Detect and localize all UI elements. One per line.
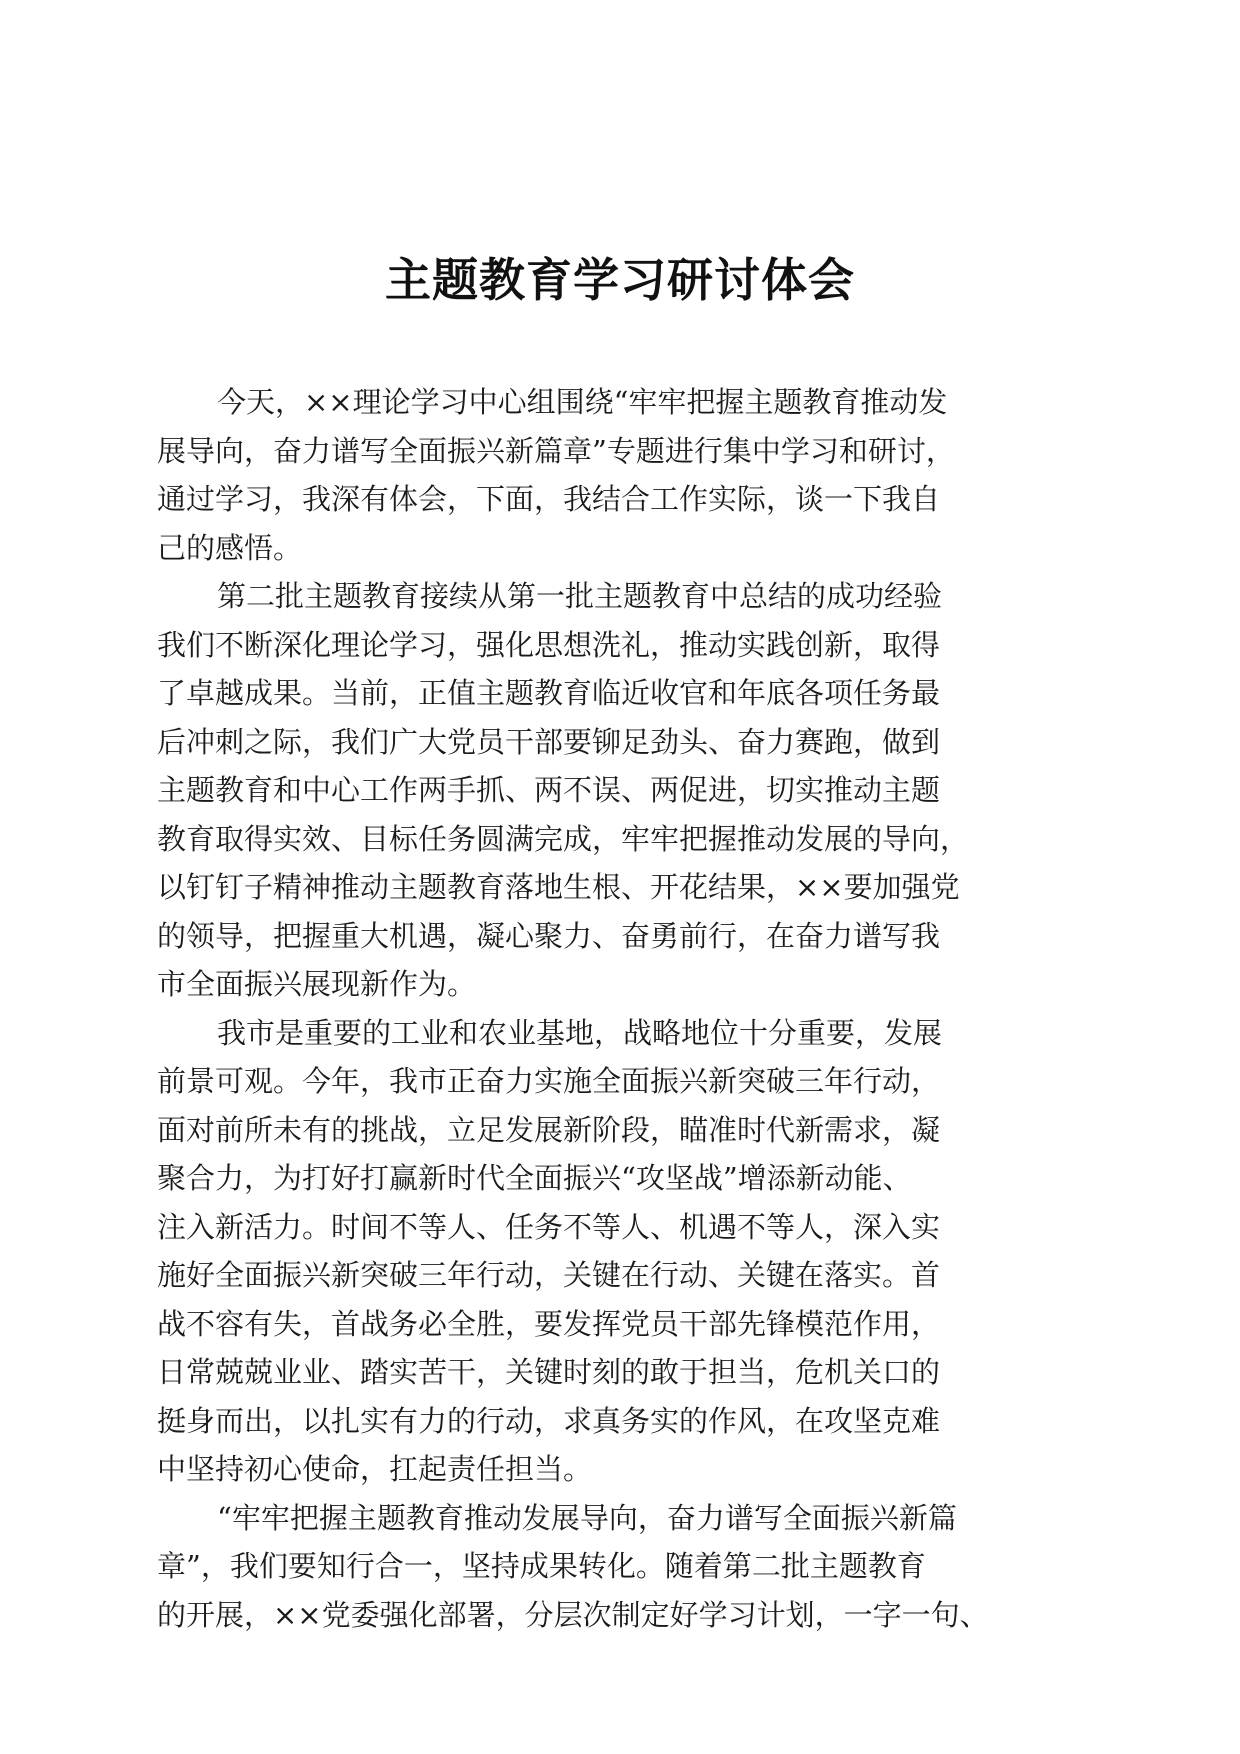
text-line: 的开展，××党委强化部署，分层次制定好学习计划，一字一句、 bbox=[157, 1597, 989, 1632]
text-line: 后冲刺之际，我们广大党员干部要铆足劲头、奋力赛跑，做到 bbox=[157, 724, 941, 759]
text-line: 的领导，把握重大机遇，凝心聚力、奋勇前行，在奋力谱写我 bbox=[157, 918, 941, 953]
text-line: 聚合力，为打好打赢新时代全面振兴“攻坚战”增添新动能、 bbox=[157, 1161, 912, 1195]
text-line: 挺身而出，以扎实有力的行动，求真务实的作风，在攻坚克难 bbox=[157, 1403, 941, 1438]
text-line: 注入新活力。时间不等人、任务不等人、机遇不等人，深入实 bbox=[157, 1209, 941, 1244]
text-line: 今天，××理论学习中心组围绕“牢牢把握主题教育推动发 bbox=[217, 385, 948, 419]
text-line: 我市是重要的工业和农业基地，战略地位十分重要，发展 bbox=[217, 1015, 943, 1050]
text-line: 战不容有失，首战务必全胜，要发挥党员干部先锋模范作用， bbox=[157, 1306, 941, 1341]
text-line: 我们不断深化理论学习，强化思想洗礼，推动实践创新，取得 bbox=[157, 627, 941, 662]
text-line: 施好全面振兴新突破三年行动，关键在行动、关键在落实。首 bbox=[157, 1258, 941, 1292]
text-line: 中坚持初心使命，扛起责任担当。 bbox=[157, 1452, 593, 1486]
text-line: 面对前所未有的挑战，立足发展新阶段，瞄准时代新需求，凝 bbox=[157, 1112, 941, 1147]
text-line: 通过学习，我深有体会，下面，我结合工作实际，谈一下我自 bbox=[157, 482, 941, 516]
text-line: 以钉钉子精神推动主题教育落地生根、开花结果，××要加强党 bbox=[157, 870, 960, 904]
document-body bbox=[157, 378, 1085, 1639]
text-line: 日常兢兢业业、踏实苦干，关键时刻的敢于担当，危机关口的 bbox=[157, 1355, 941, 1389]
text-line: “牢牢把握主题教育推动发展导向，奋力谱写全面振兴新篇 bbox=[217, 1500, 957, 1535]
text-line: 展导向，奋力谱写全面振兴新篇章”专题进行集中学习和研讨， bbox=[157, 433, 955, 468]
text-line: 教育取得实效、目标任务圆满完成，牢牢把握推动发展的导向， bbox=[157, 821, 970, 856]
text-line: 第二批主题教育接续从第一批主题教育中总结的成功经验 bbox=[217, 579, 943, 613]
text-line: 己的感悟。 bbox=[157, 530, 303, 565]
text-line: 章”，我们要知行合一，坚持成果转化。随着第二批主题教育 bbox=[157, 1549, 926, 1583]
text-line: 了卓越成果。当前，正值主题教育临近收官和年底各项任务最 bbox=[157, 676, 941, 710]
document-title: 主题教育学习研讨体会 bbox=[385, 253, 855, 307]
text-line: 主题教育和中心工作两手抓、两不误、两促进，切实推动主题 bbox=[157, 773, 941, 807]
text-line: 市全面振兴展现新作为。 bbox=[157, 967, 477, 1001]
text-line: 前景可观。今年，我市正奋力实施全面振兴新突破三年行动， bbox=[157, 1064, 941, 1098]
